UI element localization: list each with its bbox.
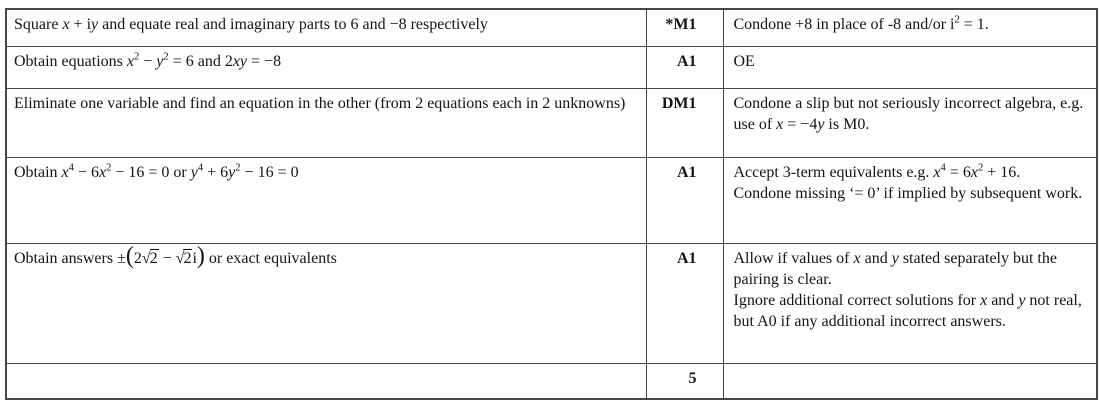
comment-cell: Accept 3-term equivalents e.g. $x^4 = 6x^2 + 16$. Condone missing ‘= 0’ if implied by subsequent work. — [723, 157, 1097, 243]
comment-cell — [723, 363, 1097, 399]
step-cell: Eliminate one variable and find an equation in the other (from 2 equations each in 2 unknowns) — [6, 88, 646, 157]
mark-cell: A1 — [646, 243, 723, 363]
total-marks-cell: 5 — [646, 363, 723, 399]
comment-cell: Condone a slip but not seriously incorrect algebra, e.g. use of x = −4y is M0. — [723, 88, 1097, 157]
mark-cell: *M1 — [646, 9, 723, 46]
mark-scheme-table — [5, 8, 1098, 400]
mark-cell: A1 — [646, 46, 723, 88]
table-row — [6, 88, 1097, 157]
mark-cell: A1 — [646, 157, 723, 243]
step-cell: Obtain equations $x^2 - y^2 = 6$ and 2xy = −8 — [6, 46, 646, 88]
mark-cell: DM1 — [646, 88, 723, 157]
table-row — [6, 46, 1097, 88]
step-cell — [6, 363, 646, 399]
step-cell: Obtain answers ±(2√2 − √2i) or exact equivalents — [6, 243, 646, 363]
step-cell: Square x + iy and equate real and imaginary parts to 6 and −8 respectively — [6, 9, 646, 46]
comment-cell: OE — [723, 46, 1097, 88]
table-row — [6, 243, 1097, 363]
table-row — [6, 9, 1097, 46]
table-row — [6, 157, 1097, 243]
comment-cell: Condone +8 in place of -8 and/or $i^2 = 1$. — [723, 9, 1097, 46]
total-row — [6, 363, 1097, 399]
step-cell: Obtain $x^4 - 6x^2 - 16 = 0$ or $y^4 + 6y^2 - 16 = 0$ — [6, 157, 646, 243]
comment-cell: Allow if values of x and y stated separately but the pairing is clear. Ignore additional correct solutions for x and y not real, but A0 if any additional incorrect answers. — [723, 243, 1097, 363]
